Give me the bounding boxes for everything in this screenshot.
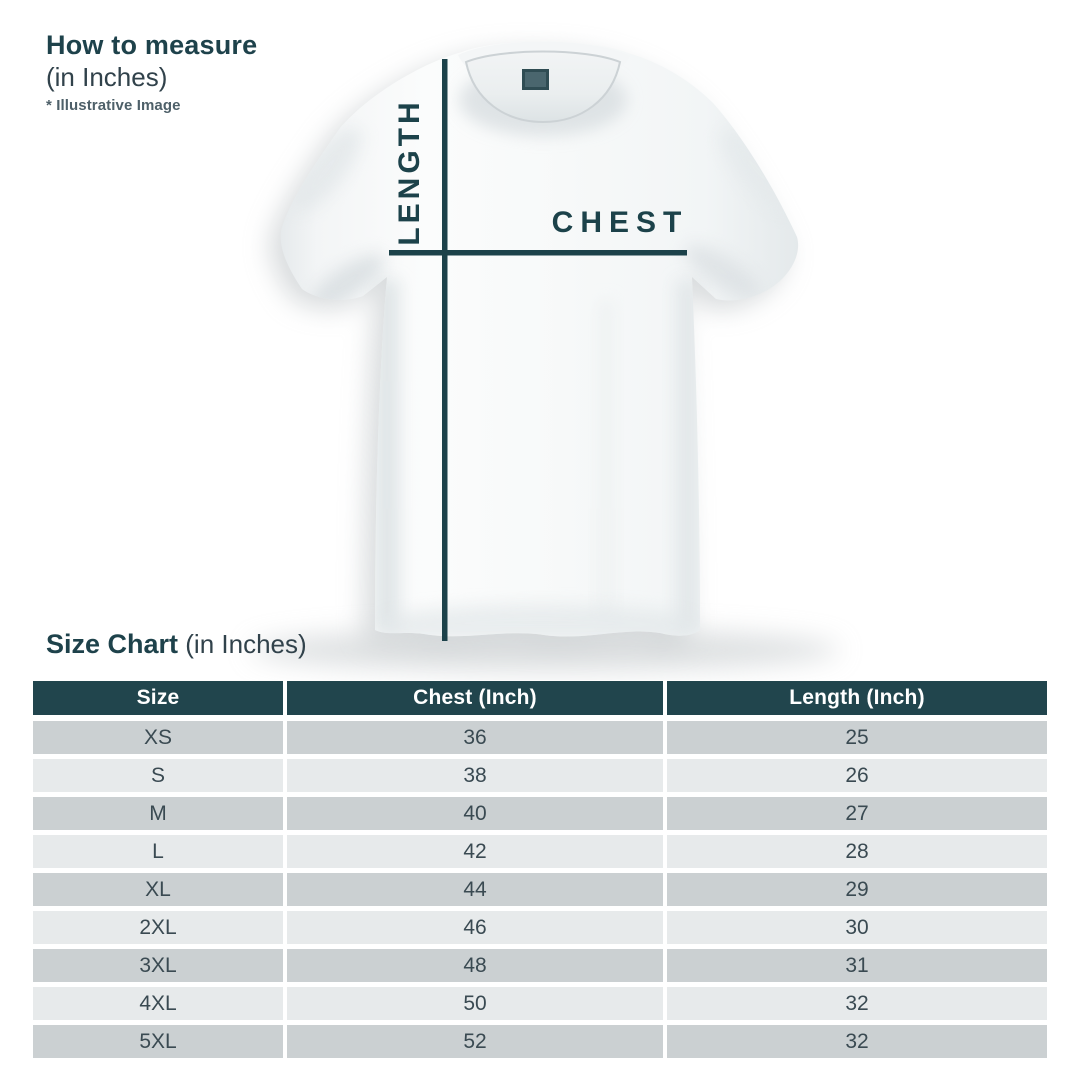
size-cell: 5XL <box>33 1025 283 1058</box>
length-cell: 32 <box>667 987 1047 1020</box>
size-chart-title: Size Chart <box>46 629 179 659</box>
collar <box>458 42 630 136</box>
size-row-4xl <box>33 987 1047 1020</box>
chest-cell: 50 <box>287 987 663 1020</box>
length-cell: 30 <box>667 911 1047 944</box>
page-title: How to measure <box>46 30 258 60</box>
illustrative-note: * Illustrative Image <box>46 97 181 114</box>
chest-label: CHEST <box>551 206 689 239</box>
size-cell: XS <box>33 721 283 754</box>
column-header-size: Size <box>33 681 283 715</box>
size-cell: M <box>33 797 283 830</box>
collar-tag-inner <box>525 72 546 87</box>
length-cell: 27 <box>667 797 1047 830</box>
length-line <box>442 59 448 641</box>
length-label: LENGTH <box>393 98 426 246</box>
size-row-2xl <box>33 911 1047 944</box>
chest-cell: 52 <box>287 1025 663 1058</box>
chest-cell: 42 <box>287 835 663 868</box>
size-chart-heading <box>46 629 307 660</box>
size-chart-title-suffix: (in Inches) <box>178 629 307 659</box>
length-cell: 29 <box>667 873 1047 906</box>
length-cell: 31 <box>667 949 1047 982</box>
chest-cell: 46 <box>287 911 663 944</box>
chest-cell: 44 <box>287 873 663 906</box>
size-row-xs <box>33 721 1047 754</box>
chest-cell: 40 <box>287 797 663 830</box>
table-header-row <box>33 681 1047 715</box>
size-row-m <box>33 797 1047 830</box>
size-row-s <box>33 759 1047 792</box>
table-body <box>33 721 1047 1058</box>
page-subtitle: (in Inches) <box>46 62 168 92</box>
size-cell: XL <box>33 873 283 906</box>
size-cell: 3XL <box>33 949 283 982</box>
size-row-xl <box>33 873 1047 906</box>
length-cell: 28 <box>667 835 1047 868</box>
chest-cell: 48 <box>287 949 663 982</box>
size-chart-table <box>33 681 1047 1063</box>
chest-cell: 36 <box>287 721 663 754</box>
length-cell: 25 <box>667 721 1047 754</box>
size-cell: L <box>33 835 283 868</box>
length-cell: 32 <box>667 1025 1047 1058</box>
size-row-5xl <box>33 1025 1047 1058</box>
column-header-chest: Chest (Inch) <box>287 681 663 715</box>
size-row-3xl <box>33 949 1047 982</box>
size-cell: S <box>33 759 283 792</box>
chest-cell: 38 <box>287 759 663 792</box>
size-cell: 2XL <box>33 911 283 944</box>
length-cell: 26 <box>667 759 1047 792</box>
size-cell: 4XL <box>33 987 283 1020</box>
chest-line <box>389 250 687 256</box>
column-header-length: Length (Inch) <box>667 681 1047 715</box>
size-row-l <box>33 835 1047 868</box>
